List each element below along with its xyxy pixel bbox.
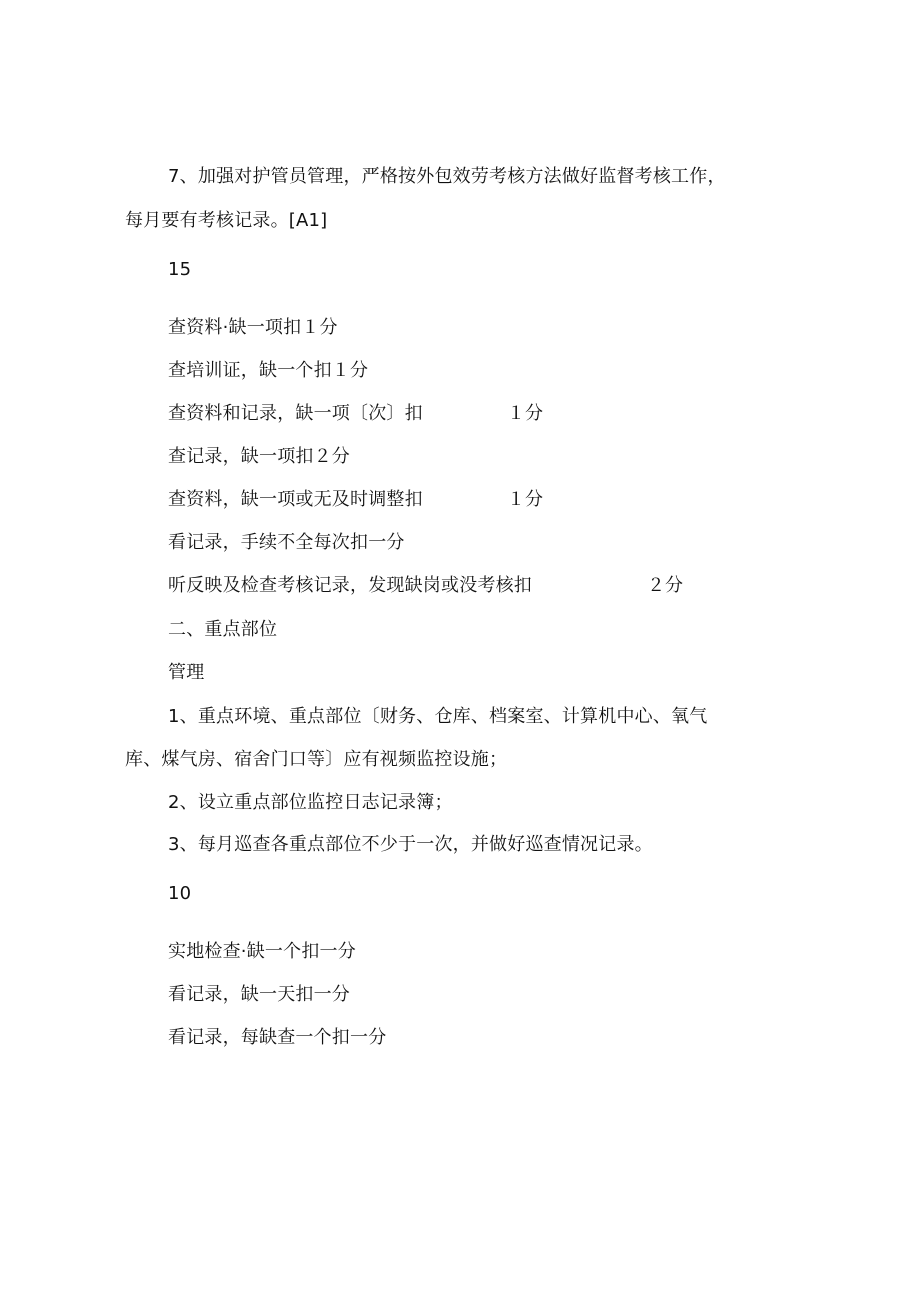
check-item-5-points: １分 bbox=[507, 489, 543, 510]
score-10: 10 bbox=[168, 883, 192, 904]
check-item-6: 看记录，手续不全每次扣一分 bbox=[168, 532, 405, 553]
check-item-3-points: １分 bbox=[507, 403, 543, 424]
section-2-item-2: 2、设立重点部位监控日志记录簿； bbox=[168, 792, 453, 813]
section-2-heading: 二、重点部位 bbox=[168, 619, 278, 640]
section-2-subheading: 管理 bbox=[168, 662, 205, 683]
check-b-item-1: 实地检查·缺一个扣一分 bbox=[168, 941, 356, 962]
section-2-item-3: 3、每月巡查各重点部位不少于一次，并做好巡查情况记录。 bbox=[168, 834, 653, 855]
section-2-item-1-line-1: 1、重点环境、重点部位〔财务、仓库、档案室、计算机中心、氧气 bbox=[168, 706, 708, 727]
check-b-item-3: 看记录，每缺查一个扣一分 bbox=[168, 1027, 387, 1048]
score-15: 15 bbox=[168, 259, 192, 280]
check-item-5: 查资料，缺一项或无及时调整扣 bbox=[168, 489, 423, 510]
check-item-7-points: ２分 bbox=[647, 575, 683, 596]
item-7-line-2: 每月要有考核记录。[A1] bbox=[125, 210, 328, 231]
check-b-item-2: 看记录，缺一天扣一分 bbox=[168, 984, 350, 1005]
check-item-2: 查培训证，缺一个扣１分 bbox=[168, 360, 369, 381]
check-item-4: 查记录，缺一项扣２分 bbox=[168, 446, 350, 467]
item-7-line-1: 7、加强对护管员管理，严格按外包效劳考核方法做好监督考核工作， bbox=[168, 166, 726, 187]
section-2-item-1-line-2: 库、煤气房、宿舍门口等〕应有视频监控设施； bbox=[125, 749, 508, 770]
check-item-1: 查资料·缺一项扣１分 bbox=[168, 317, 338, 338]
check-item-3: 查资料和记录，缺一项〔次〕扣 bbox=[168, 403, 423, 424]
check-item-7: 听反映及检查考核记录，发现缺岗或没考核扣 bbox=[168, 575, 532, 596]
